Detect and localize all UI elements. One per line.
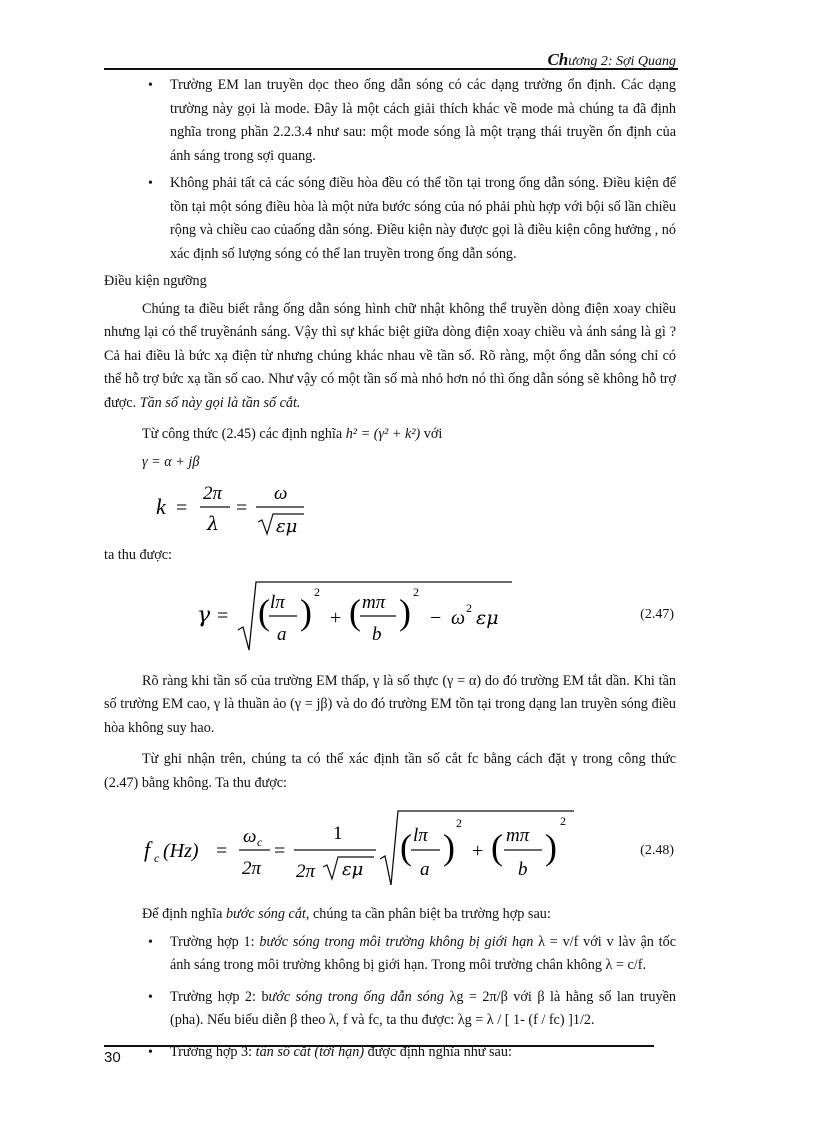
equals-sign: =	[176, 497, 188, 519]
one: 1	[333, 823, 343, 844]
right-paren: )	[300, 591, 312, 632]
l-pi: lπ	[270, 591, 285, 613]
bullet-icon: •	[148, 934, 153, 950]
paragraph-text: Để định nghĩa	[142, 906, 226, 922]
a-symbol: a	[277, 623, 287, 645]
bullet-icon: •	[148, 989, 153, 1005]
m-pi: mπ	[506, 825, 530, 846]
header-chapter-prefix: Ch	[547, 50, 569, 69]
paragraph-emphasis: Tần số này gọi là tần số cắt.	[139, 394, 301, 411]
case-emphasis: tần số cắt (tới hạn)	[255, 1043, 365, 1060]
paragraph-text: Từ công thức (2.45) các định nghĩa	[142, 426, 346, 442]
footer-rule	[104, 1045, 654, 1047]
plus-sign: +	[472, 840, 484, 862]
paragraph	[104, 298, 676, 416]
case-lead: Trường hợp 3:	[170, 1043, 256, 1060]
paragraph-text: Chúng ta điều biết rằng ống dẫn sóng hình chữ nhật không thể truyền dòng điện xoay chiều nhưng lại có thể truyềnánh sáng. Vậy thì sự khác biệt giữa dòng điện xoay chiều và ánh sáng là gì ? Cả hai điều là bức xạ điện từ nhưng chúng khác nhau về tần số. Rõ ràng, một ống dẫn sóng chỉ có thể hỗ trợ bức xạ tần số cao. Như vậy có một tần số mà nhỏ hơn nó thì ống dẫn sóng sẽ không hỗ trợ được.	[104, 300, 676, 411]
equation-2-48-graphic	[104, 795, 676, 895]
paragraph-emphasis: bước sóng cắt	[225, 906, 306, 922]
omega-symbol: ω	[243, 826, 257, 847]
c-subscript: c	[154, 851, 160, 865]
equation-number: (2.47)	[640, 606, 674, 622]
two-pi: 2π	[203, 483, 223, 504]
two-pi: 2π	[296, 861, 316, 882]
exponent-two: 2	[466, 600, 472, 615]
equation-k-graphic	[104, 474, 676, 540]
exponent-two: 2	[413, 584, 419, 599]
header-rule	[104, 68, 678, 70]
equals-sign: =	[217, 604, 229, 627]
case-lead: Trường hợp 2: b	[170, 988, 269, 1005]
exponent-two: 2	[560, 814, 566, 828]
bullet-icon: •	[148, 78, 153, 93]
omega-symbol: ω	[274, 483, 288, 504]
list-item	[104, 986, 676, 1033]
gamma-formula: γ = α + jβ	[142, 453, 200, 470]
case-lead: Trường hợp 1:	[170, 933, 260, 950]
k-symbol: k	[156, 494, 166, 519]
page-number: 30	[104, 1049, 121, 1066]
equals-sign: =	[216, 840, 228, 862]
left-paren: (	[258, 591, 270, 632]
equation-2-47-graphic	[104, 568, 676, 658]
case-tail: λ = v/f với v làv ận tốc ánh sáng trong môi trường không bị giới hạn. Trong môi trường chân không λ = c/f.	[170, 933, 677, 973]
b-symbol: b	[372, 623, 382, 645]
bullet-text: Không phải tất cả các sóng điều hòa đều có thể tồn tại trong ống dẫn sóng. Điều kiện để tồn tại một sóng điều hòa là một nửa bước sóng của nó phải phù hợp với bội số lần chiều rộng và chiều cao củaống dẫn sóng. Điều kiện này được gọi là điều kiện công hưởng , nó xác định số lượng sóng có thể lan truyền trong ống dẫn sóng.	[170, 175, 676, 262]
right-paren: )	[399, 591, 411, 632]
list-item	[104, 172, 676, 266]
bullet-icon: •	[148, 176, 153, 191]
paragraph	[104, 423, 676, 447]
eps-mu: εμ	[342, 859, 364, 880]
running-header	[547, 50, 676, 70]
page-body	[104, 74, 676, 1064]
equation-number: (2.48)	[640, 843, 674, 858]
inline-formula: h² = (γ² + k²)	[345, 426, 421, 442]
paragraph	[104, 903, 676, 927]
case-tail: λg = 2π/β với β là hằng số lan truyền (pha). Nếu biểu diễn β theo λ, f và fc, ta thu được: λg = λ / [ 1- (f / fc) ]1/2.	[170, 988, 676, 1028]
ta-thu-duoc: ta thu được:	[104, 547, 172, 563]
left-paren: (	[349, 591, 361, 632]
right-paren: )	[545, 827, 557, 867]
plus-sign: +	[330, 606, 342, 629]
minus-sign: −	[430, 606, 442, 629]
l-pi: lπ	[413, 825, 428, 846]
equation-k	[104, 474, 676, 540]
paragraph: Từ ghi nhận trên, chúng ta có thể xác định tần số cắt fc bằng cách đặt γ trong công thức (2.47) bằng không. Ta thu được:	[104, 751, 676, 791]
paragraph: Rõ ràng khi tần số của trường EM thấp, γ là số thực (γ = α) do đó trường EM tắt dần. Khi tần số trường EM cao, γ là thuần ảo (γ = jβ) và do đó trường EM tồn tại trong dạng lan truyền sóng điều hòa không suy hao.	[104, 672, 676, 736]
paragraph-text: , chúng ta cần phân biệt ba trường hợp sau:	[305, 906, 551, 922]
left-paren: (	[400, 827, 412, 867]
left-paren: (	[491, 827, 503, 867]
case-emphasis: ước sóng trong ống dẫn sóng	[268, 988, 444, 1005]
paragraph-text: với	[420, 426, 443, 442]
list-item	[104, 74, 676, 168]
m-pi: mπ	[362, 591, 386, 613]
equals-sign: =	[274, 840, 286, 862]
case-tail: được định nghĩa như sau:	[364, 1043, 512, 1060]
eps-mu: εμ	[476, 606, 499, 629]
hz-unit: (Hz)	[163, 840, 199, 862]
two-pi: 2π	[242, 858, 262, 879]
equation-2-47	[104, 568, 676, 658]
c-subscript: c	[257, 835, 263, 849]
equation-2-48	[104, 795, 676, 895]
bullet-list-top	[104, 74, 676, 266]
lambda-symbol: λ	[207, 513, 220, 535]
gamma-definition	[104, 451, 676, 475]
bullet-text: Trường EM lan truyền dọc theo ống dẫn sóng có các dạng trường ổn định. Các dạng trường này gọi là mode. Đây là một cách giải thích khác về mode mà chúng ta đã định nghĩa trong phần 2.2.3.4 như sau: một mode sóng là một trạng thái truyền ổn định của ánh sáng trong sợi quang.	[170, 77, 676, 164]
exponent-two: 2	[456, 816, 462, 830]
header-chapter-title: ương 2: Sợi Quang	[568, 54, 676, 69]
bullet-icon: •	[148, 1044, 153, 1060]
gamma-symbol: γ	[197, 602, 211, 628]
f-symbol: f	[144, 837, 151, 862]
equals-sign: =	[236, 497, 248, 519]
list-item	[104, 931, 676, 978]
case-emphasis: bước sóng trong môi trường không bị giới hạn	[259, 933, 534, 950]
eps-mu: εμ	[276, 516, 298, 537]
bullet-list-cases	[104, 931, 676, 1065]
a-symbol: a	[420, 859, 430, 880]
b-symbol: b	[518, 859, 528, 880]
omega-symbol: ω	[451, 606, 466, 629]
exponent-two: 2	[314, 584, 320, 599]
right-paren: )	[443, 827, 455, 867]
section-heading: Điều kiện ngưỡng	[104, 273, 207, 289]
